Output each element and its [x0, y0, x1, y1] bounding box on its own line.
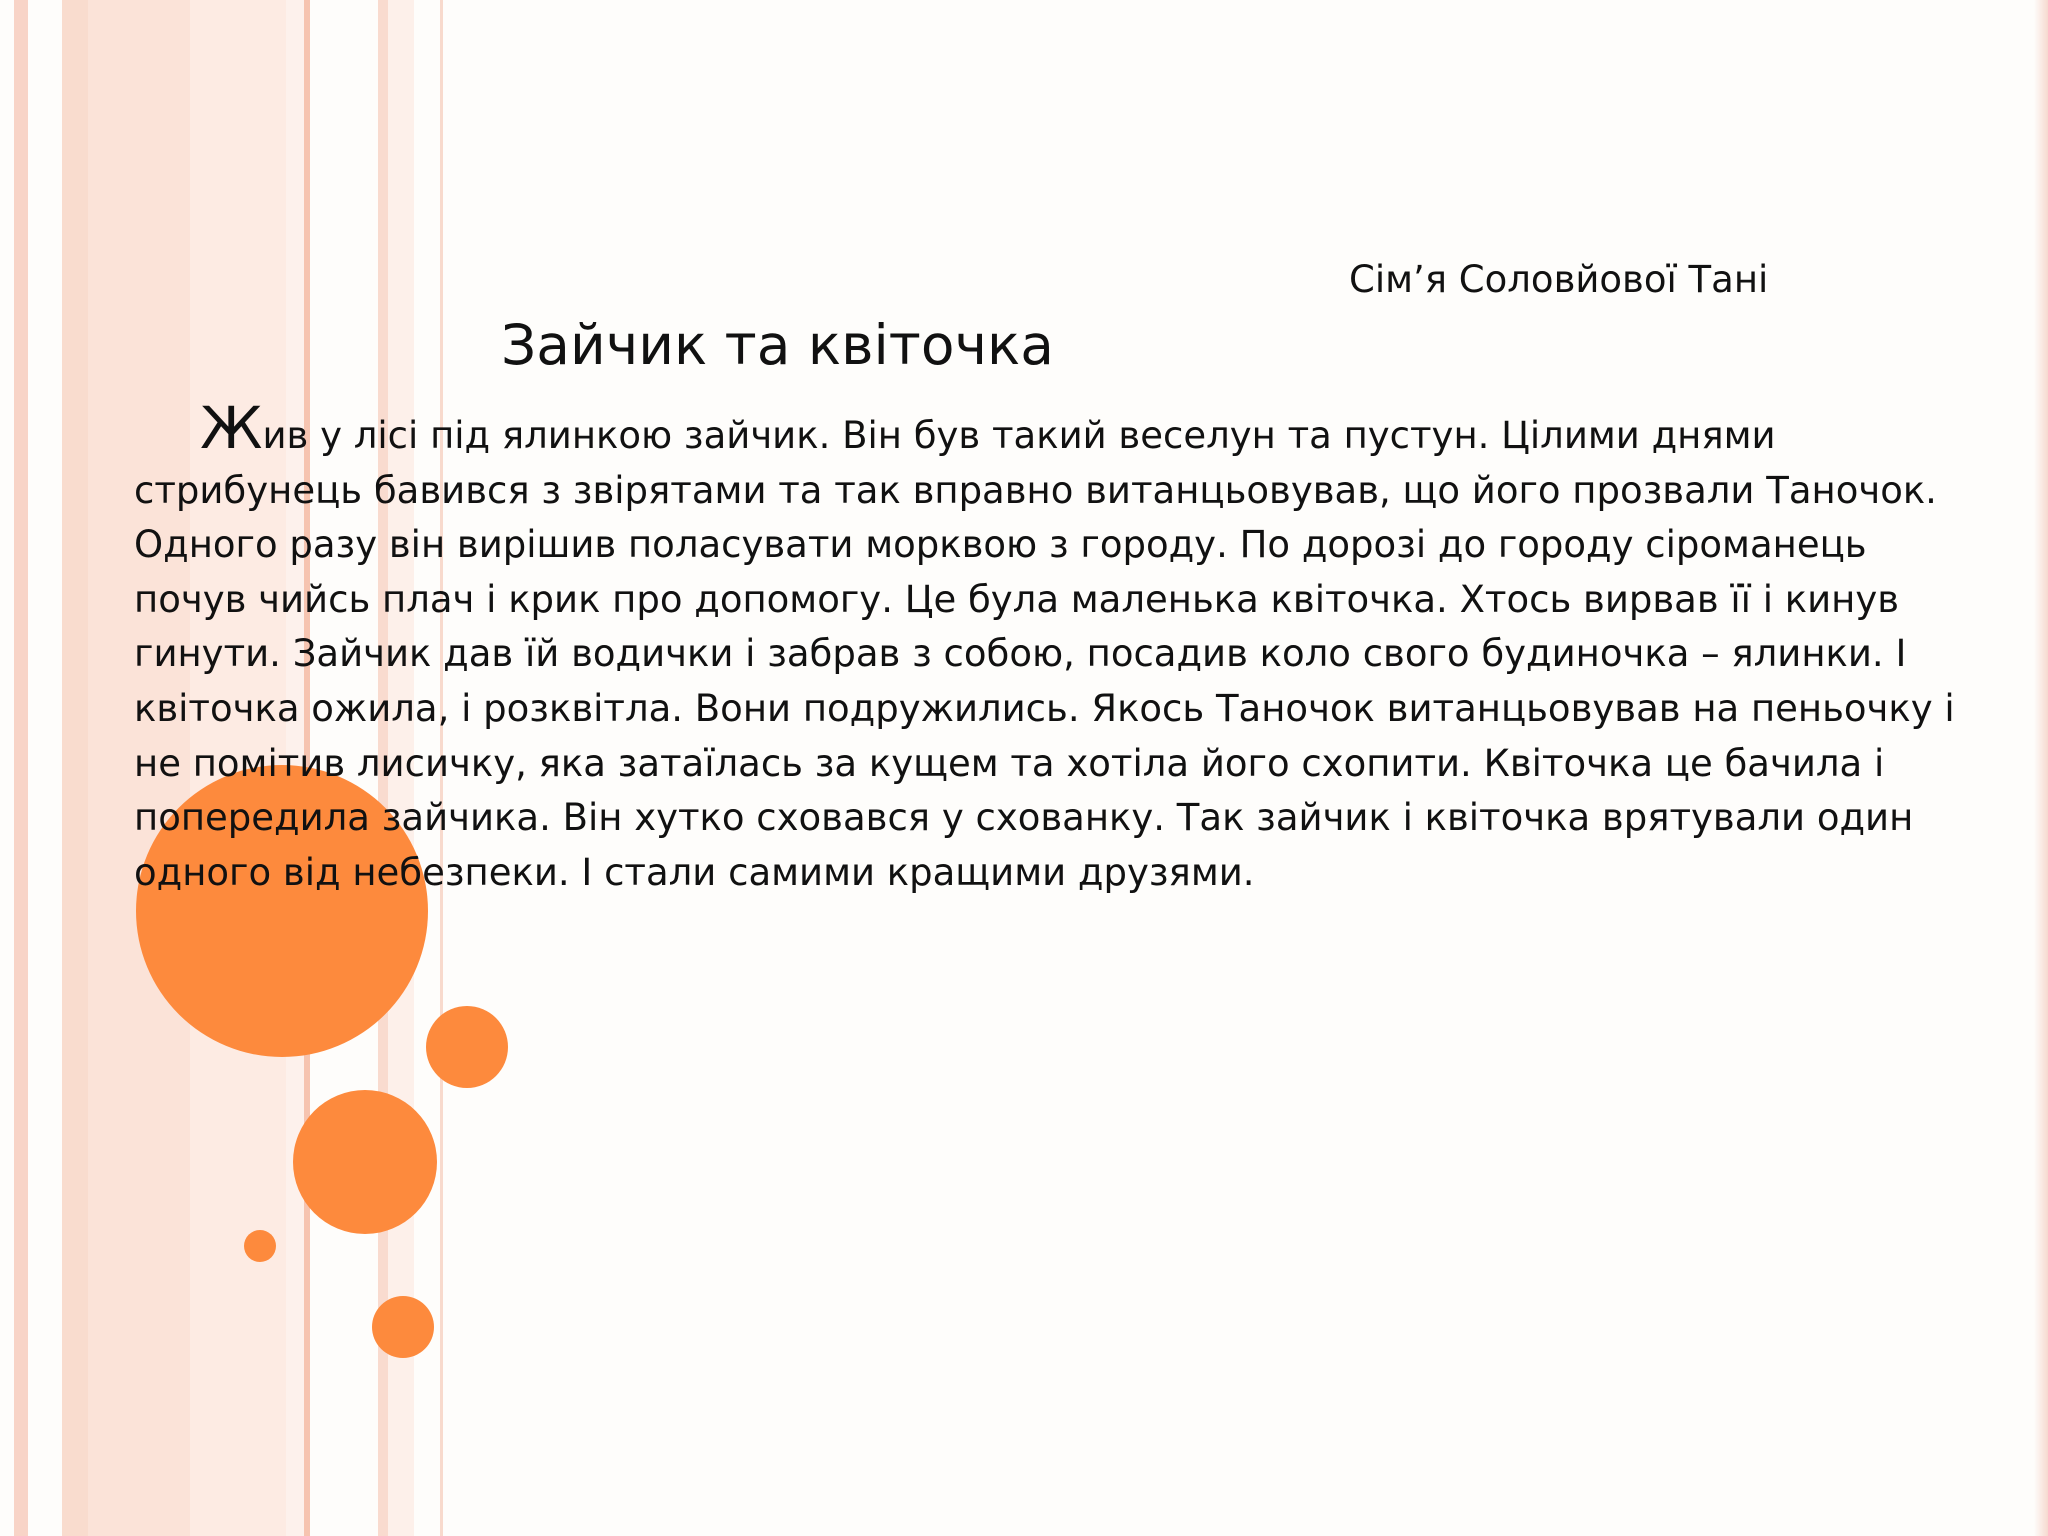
story-first-letter: Ж	[200, 394, 263, 462]
decor-stripe	[62, 0, 88, 1536]
author-line: Сім’я Соловйової Тані	[1349, 258, 1769, 301]
decor-circle-small	[372, 1296, 434, 1358]
story-text-box	[134, 394, 1974, 900]
decor-circle-medium	[293, 1090, 437, 1234]
decor-right-edge	[2034, 0, 2048, 1536]
decor-stripe	[14, 0, 28, 1536]
slide-title: Зайчик та квіточка	[501, 313, 1054, 377]
story-paragraph	[134, 394, 1974, 900]
decor-circle-tiny	[244, 1230, 276, 1262]
decor-circle-small	[426, 1006, 508, 1088]
story-body: ив у лісі під ялинкою зайчик. Він був такий веселун та пустун. Цілими днями стрибунець бавився з звірятами та так вправно витанцьовував, що його прозвали Таночок. Одного разу він вирішив поласувати морквою з городу. По дорозі до городу сіроманець почув чийсь плач і крик про допомогу. Це була маленька квіточка. Хтось вирвав її і кинув гинути. Зайчик дав їй водички і забрав з собою, посадив коло свого будиночка – ялинки. І квіточка ожила, і розквітла. Вони подружились. Якось Таночок витанцьовував на пеньочку і не помітив лисичку, яка затаїлась за кущем та хотіла його схопити. Квіточка це бачила і попередила зайчика. Він хутко сховався у схованку. Так зайчик і квіточка врятували один одного від небезпеки. І стали самими кращими друзями.	[134, 414, 1955, 894]
